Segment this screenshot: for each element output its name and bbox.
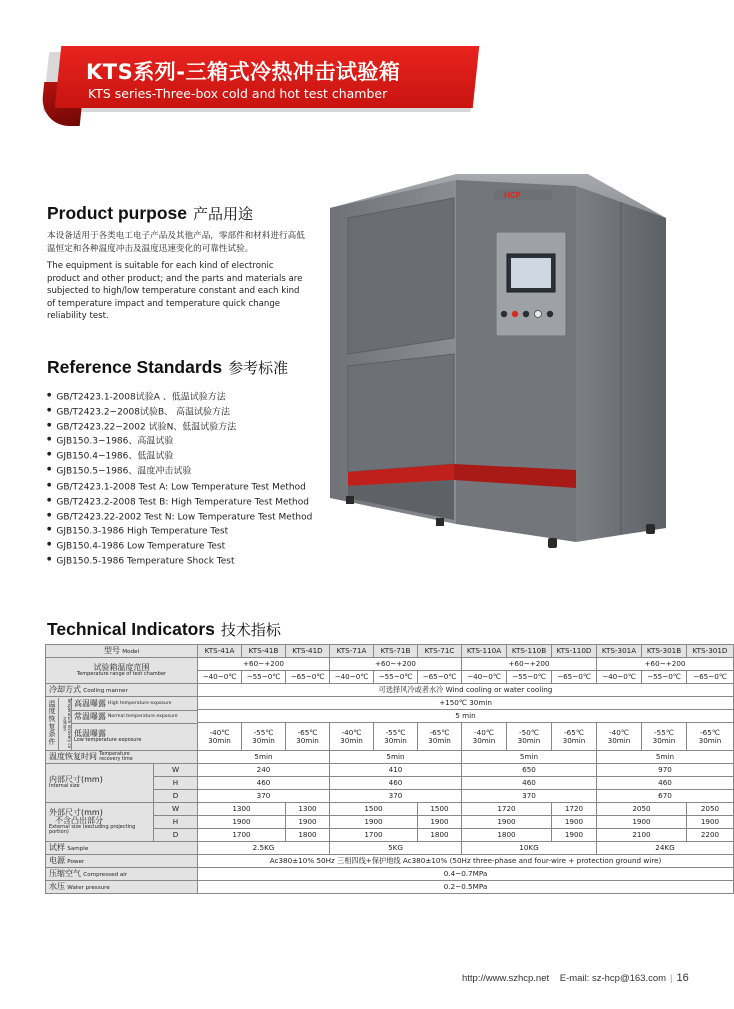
outer-w-cell: 1300 bbox=[286, 803, 330, 816]
inner-h-cell: 460 bbox=[198, 777, 330, 790]
outer-w-cell: 1500 bbox=[418, 803, 462, 816]
outer-h-cell: 1900 bbox=[687, 816, 734, 829]
power-value-cell: Ac380±10% 50Hz 三相四线+保护地线 Ac380±10% (50Hz three-phase and four-wire + protection ground wire) bbox=[198, 855, 734, 868]
foot bbox=[436, 518, 444, 526]
high-range-cell: +60~+200 bbox=[462, 658, 597, 671]
model-label-cell: 型号 Model bbox=[46, 645, 198, 658]
upper-door bbox=[348, 198, 454, 354]
low-range-cell: −55~0℃ bbox=[507, 671, 552, 684]
caster-wheel bbox=[548, 538, 557, 548]
model-cell: KTS-71A bbox=[330, 645, 374, 658]
spec-table bbox=[45, 644, 734, 894]
outer-d-cell: 1800 bbox=[286, 829, 330, 842]
low-exp-cell: -65℃ 30min bbox=[687, 723, 734, 751]
low-exp-cell: -65℃ 30min bbox=[552, 723, 597, 751]
low-exp-cell: -40℃ 30min bbox=[597, 723, 642, 751]
standard-cn-item: ● GB/T2423.1-2008试验A 、低温试验方法 bbox=[47, 390, 236, 405]
outer-w-cell: 1500 bbox=[330, 803, 418, 816]
cooling-label-cell: 冷却方式 Cooling manner bbox=[46, 684, 198, 697]
low-exp-cell: -65℃ 30min bbox=[286, 723, 330, 751]
model-cell: KTS-301B bbox=[642, 645, 687, 658]
outer-size-label-cell: 外部尺寸(mm) 不含凸出部分 External size (excluding projecting portion) bbox=[46, 803, 154, 842]
footer-separator: | bbox=[670, 973, 673, 984]
purpose-heading-en: Product purpose bbox=[47, 203, 188, 223]
emergency-stop-icon bbox=[512, 311, 518, 317]
control-knob-icon bbox=[523, 311, 529, 317]
recovery-group-label-en: Temperature recovery condition bbox=[59, 698, 72, 750]
standards-heading-en: Reference Standards bbox=[47, 357, 223, 377]
technical-heading bbox=[47, 619, 281, 640]
purpose-text-cn: 本设备适用于各类电工电子产品及其他产品，零部件和材料进行高低温恒定和各种温度冲击及温度迅速变化的可靠性试验。 bbox=[47, 231, 305, 254]
inner-w-cell: 970 bbox=[597, 764, 734, 777]
air-label-cell: 压缩空气 Compressed air bbox=[46, 868, 198, 881]
standards-heading bbox=[47, 357, 288, 378]
control-knob-icon bbox=[501, 311, 507, 317]
recovery-time-cell: 5min bbox=[462, 751, 597, 764]
chamber-base bbox=[348, 480, 454, 520]
outer-d-cell: 2100 bbox=[597, 829, 687, 842]
recovery-group-cell bbox=[46, 697, 198, 751]
standard-cn-item: ● GJB150.3−1986、高温试验 bbox=[47, 434, 236, 449]
outer-h-cell: 1900 bbox=[330, 816, 418, 829]
inner-h-cell: 460 bbox=[462, 777, 597, 790]
high-range-cell: +60~+200 bbox=[597, 658, 734, 671]
brand-plate bbox=[494, 190, 552, 200]
low-range-cell: −55~0℃ bbox=[374, 671, 418, 684]
standards-heading-cn: 参考标准 bbox=[228, 359, 289, 377]
purpose-heading-cn: 产品用途 bbox=[193, 205, 254, 223]
model-cell: KTS-41A bbox=[198, 645, 242, 658]
low-exp-cell: -50℃ 30min bbox=[507, 723, 552, 751]
low-exp-cell: -40℃ 30min bbox=[462, 723, 507, 751]
inner-w-cell: 650 bbox=[462, 764, 597, 777]
dim-d-label: D bbox=[154, 829, 198, 842]
outer-d-cell: 1900 bbox=[552, 829, 597, 842]
outer-h-cell: 1900 bbox=[198, 816, 286, 829]
foot bbox=[346, 496, 354, 504]
banner-title: KTS系列-三箱式冷热冲击试验箱 bbox=[86, 60, 401, 84]
test-chamber-image bbox=[326, 168, 676, 560]
low-range-cell: −65~0℃ bbox=[552, 671, 597, 684]
model-cell: KTS-301A bbox=[597, 645, 642, 658]
low-exp-cell: -55℃ 30min bbox=[374, 723, 418, 751]
purpose-text-en: The equipment is suitable for each kind of electronic product and other product; and the parts and materials are subjected to high/low temperature constant and each kind of temperature impact and temperature quick change reliability test. bbox=[47, 261, 303, 322]
standard-cn-item: ● GJB150.4−1986、低温试验 bbox=[47, 449, 236, 464]
dim-d-label: D bbox=[154, 790, 198, 803]
table-row bbox=[46, 645, 734, 658]
low-range-cell: −65~0℃ bbox=[418, 671, 462, 684]
outer-d-cell: 1800 bbox=[418, 829, 462, 842]
table-row bbox=[46, 855, 734, 868]
dim-w-label: W bbox=[154, 764, 198, 777]
low-exp-cell: -55℃ 30min bbox=[642, 723, 687, 751]
low-range-cell: −65~0℃ bbox=[687, 671, 734, 684]
recovery-time-cell: 5min bbox=[198, 751, 330, 764]
high-exp-label: 高温曝露 High temperature exposure bbox=[72, 698, 197, 711]
outer-h-cell: 1900 bbox=[418, 816, 462, 829]
standard-en-item: ● GB/T2423.1-2008 Test A: Low Temperature Test Method bbox=[47, 480, 312, 495]
sample-label-cell: 试样 Sample bbox=[46, 842, 198, 855]
footer-email[interactable]: E-mail: sz-hcp@163.com bbox=[559, 973, 667, 984]
inner-w-cell: 240 bbox=[198, 764, 330, 777]
lower-door bbox=[348, 354, 454, 472]
power-switch-icon bbox=[535, 311, 542, 318]
technical-heading-en: Technical Indicators bbox=[47, 619, 215, 639]
outer-w-cell: 2050 bbox=[597, 803, 687, 816]
low-range-cell: −55~0℃ bbox=[642, 671, 687, 684]
dim-w-label: W bbox=[154, 803, 198, 816]
low-range-cell: −65~0℃ bbox=[286, 671, 330, 684]
inner-d-cell: 370 bbox=[462, 790, 597, 803]
model-cell: KTS-301D bbox=[687, 645, 734, 658]
low-range-cell: −55~0℃ bbox=[242, 671, 286, 684]
inner-d-cell: 370 bbox=[198, 790, 330, 803]
recovery-time-cell: 5min bbox=[330, 751, 462, 764]
low-exp-cell: -40℃ 30min bbox=[330, 723, 374, 751]
standard-cn-item: ● GJB150.5−1986、温度冲击试验 bbox=[47, 464, 236, 479]
model-cell: KTS-110D bbox=[552, 645, 597, 658]
model-cell: KTS-110A bbox=[462, 645, 507, 658]
outer-d-cell: 1800 bbox=[462, 829, 552, 842]
outer-h-cell: 1900 bbox=[462, 816, 552, 829]
low-range-cell: −40~0℃ bbox=[198, 671, 242, 684]
brand-logo: HCP bbox=[504, 191, 521, 200]
footer bbox=[462, 972, 689, 984]
outer-w-cell: 1720 bbox=[552, 803, 597, 816]
sample-cell: 24KG bbox=[597, 842, 734, 855]
outer-h-cell: 1900 bbox=[286, 816, 330, 829]
water-value-cell: 0.2~0.5MPa bbox=[198, 881, 734, 894]
power-label-cell: 电源 Power bbox=[46, 855, 198, 868]
control-knob-icon bbox=[547, 311, 553, 317]
high-range-cell: +60~+200 bbox=[330, 658, 462, 671]
low-exp-cell: -55℃ 30min bbox=[242, 723, 286, 751]
normal-exp-label: 常温曝露 Normal temperature exposure bbox=[72, 711, 197, 724]
table-row bbox=[46, 803, 734, 816]
standard-en-item: ● GJB150.4-1986 Low Temperature Test bbox=[47, 539, 312, 554]
inner-d-cell: 670 bbox=[597, 790, 734, 803]
dim-h-label: H bbox=[154, 816, 198, 829]
low-range-cell: −40~0℃ bbox=[597, 671, 642, 684]
touch-screen-display bbox=[511, 258, 551, 288]
standard-en-item: ● GJB150.3-1986 High Temperature Test bbox=[47, 524, 312, 539]
outer-d-cell: 1700 bbox=[198, 829, 286, 842]
high-exp-value-cell: +150℃ 30min bbox=[198, 697, 734, 710]
table-row bbox=[46, 684, 734, 697]
table-row bbox=[46, 658, 734, 671]
outer-w-cell: 2050 bbox=[687, 803, 734, 816]
model-cell: KTS-71C bbox=[418, 645, 462, 658]
outer-h-cell: 1900 bbox=[597, 816, 687, 829]
standard-en-item: ● GJB150.5-1986 Temperature Shock Test bbox=[47, 554, 312, 569]
standard-cn-item: ● GB/T2423.22−2002 试验N、低温试验方法 bbox=[47, 420, 236, 435]
outer-w-cell: 1720 bbox=[462, 803, 552, 816]
low-exp-cell: -40℃ 30min bbox=[198, 723, 242, 751]
model-cell: KTS-41B bbox=[242, 645, 286, 658]
normal-exp-value-cell: 5 min bbox=[198, 710, 734, 723]
sample-cell: 2.5KG bbox=[198, 842, 330, 855]
range-label-cell: 试验箱温度范围 Temperature range of test chamber bbox=[46, 658, 198, 684]
recovery-group-label: 温度恢复条件 bbox=[46, 698, 59, 750]
standard-cn-item: ● GB/T2423.2−2008试验B、 高温试验方法 bbox=[47, 405, 236, 420]
inner-d-cell: 370 bbox=[330, 790, 462, 803]
table-row bbox=[46, 764, 734, 777]
page-number: 16 bbox=[676, 972, 689, 984]
air-value-cell: 0.4~0.7MPa bbox=[198, 868, 734, 881]
low-range-cell: −40~0℃ bbox=[330, 671, 374, 684]
sample-cell: 5KG bbox=[330, 842, 462, 855]
purpose-heading bbox=[47, 203, 253, 224]
model-cell: KTS-41D bbox=[286, 645, 330, 658]
outer-d-cell: 1700 bbox=[330, 829, 418, 842]
model-cell: KTS-110B bbox=[507, 645, 552, 658]
outer-w-cell: 1300 bbox=[198, 803, 286, 816]
table-row bbox=[46, 751, 734, 764]
standards-en-list bbox=[47, 480, 312, 569]
cooling-value-cell: 可选择风冷或者水冷 Wind cooling or water cooling bbox=[198, 684, 734, 697]
low-exp-label: 低温曝露 Low temperature exposure bbox=[74, 728, 142, 743]
inner-size-label-cell: 内部尺寸(mm) Internal size bbox=[46, 764, 154, 803]
outer-h-cell: 1900 bbox=[552, 816, 597, 829]
dim-h-label: H bbox=[154, 777, 198, 790]
inner-w-cell: 410 bbox=[330, 764, 462, 777]
high-range-cell: +60~+200 bbox=[198, 658, 330, 671]
low-range-cell: −40~0℃ bbox=[462, 671, 507, 684]
outer-d-cell: 2200 bbox=[687, 829, 734, 842]
inner-h-cell: 460 bbox=[330, 777, 462, 790]
table-row bbox=[46, 881, 734, 894]
water-label-cell: 水压 Water pressure bbox=[46, 881, 198, 894]
caster-wheel bbox=[646, 524, 655, 534]
banner-subtitle: KTS series-Three-box cold and hot test chamber bbox=[88, 86, 388, 101]
standard-en-item: ● GB/T2423.22-2002 Test N: Low Temperature Test Method bbox=[47, 510, 312, 525]
technical-heading-cn: 技术指标 bbox=[220, 621, 281, 639]
footer-url[interactable]: http://www.szhcp.net bbox=[462, 973, 550, 984]
table-row bbox=[46, 697, 734, 710]
standards-cn-list bbox=[47, 390, 236, 479]
standard-en-item: ● GB/T2423.2-2008 Test B: High Temperature Test Method bbox=[47, 495, 312, 510]
sample-cell: 10KG bbox=[462, 842, 597, 855]
table-row bbox=[46, 842, 734, 855]
table-row bbox=[46, 868, 734, 881]
recovery-time-cell: 5min bbox=[597, 751, 734, 764]
model-cell: KTS-71B bbox=[374, 645, 418, 658]
inner-h-cell: 460 bbox=[597, 777, 734, 790]
low-exp-cell: -65℃ 30min bbox=[418, 723, 462, 751]
recovery-time-label-cell: 温度恢复时间 Temperature recovery time bbox=[46, 751, 198, 764]
